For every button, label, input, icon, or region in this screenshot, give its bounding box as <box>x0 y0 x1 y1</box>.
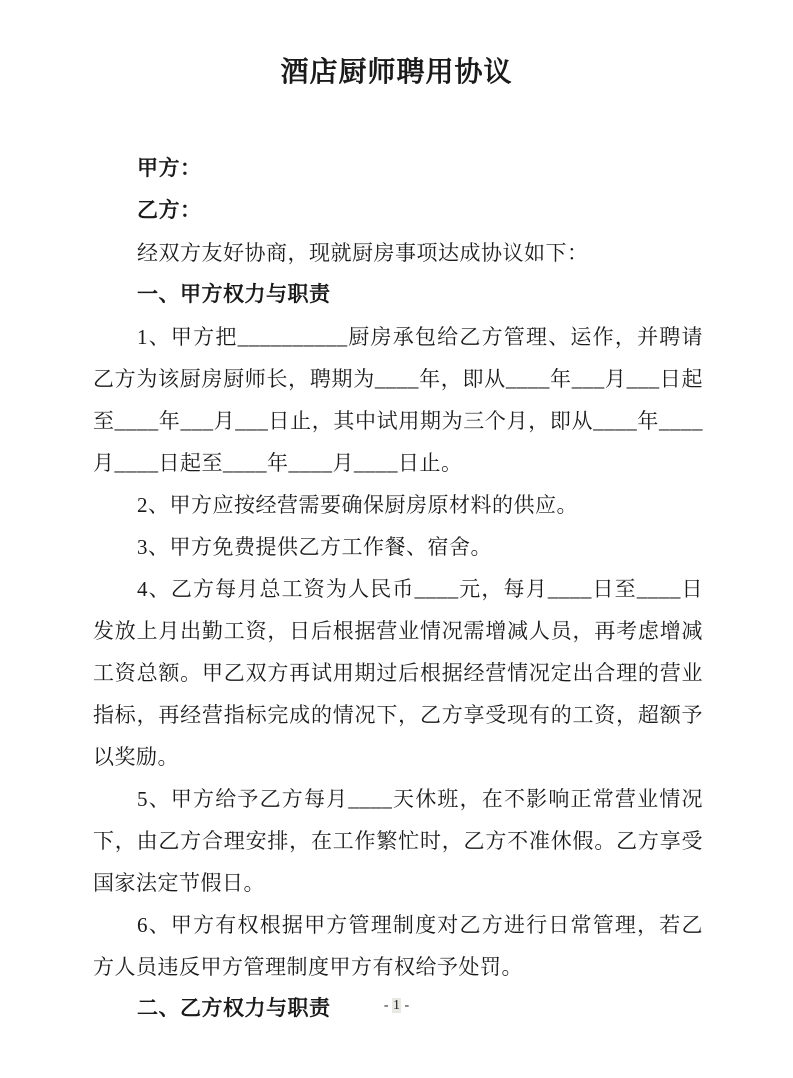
clause-6: 6、甲方有权根据甲方管理制度对乙方进行日常管理，若乙方人员违反甲方管理制度甲方有权给予处罚。 <box>93 913 703 979</box>
clause-5: 5、甲方给予乙方每月____天休班，在不影响正常营业情况下，由乙方合理安排，在工作繁忙时，乙方不准休假。乙方享受国家法定节假日。 <box>93 787 703 895</box>
clause-1: 1、甲方把__________厨房承包给乙方管理、运作，并聘请乙方为该厨房厨师长，聘期为____年，即从____年___月___日起至____年___月___日止，其中试用期为三个月，即从____年____月____日起至____年____月____日止。 <box>93 325 703 475</box>
page-number-field: 1 <box>393 998 400 1013</box>
footer-left-dash: - <box>383 998 392 1013</box>
party-a-label: 甲方： <box>137 157 202 180</box>
footer-right-dash: - <box>401 998 410 1013</box>
section-2-heading: 二、乙方权力与职责 <box>137 997 331 1020</box>
document-body <box>93 148 703 1030</box>
clause-4: 4、乙方每月总工资为人民币____元，每月____日至____日发放上月出勤工资，日后根据营业情况需增减人员，再考虑增减工资总额。甲乙双方再试用期过后根据经营情况定出合理的营业指标，再经营指标完成的情况下，乙方享受现有的工资，超额予以奖励。 <box>93 577 703 769</box>
clause-2: 2、甲方应按经营需要确保厨房原材料的供应。 <box>137 493 578 517</box>
clause-3: 3、甲方免费提供乙方工作餐、宿舍。 <box>137 535 492 559</box>
section-1-heading: 一、甲方权力与职责 <box>137 283 331 306</box>
intro-paragraph: 经双方友好协商，现就厨房事项达成协议如下： <box>137 241 589 265</box>
document-title: 酒店厨师聘用协议 <box>280 56 513 87</box>
party-b-label: 乙方： <box>137 199 202 222</box>
page-footer <box>0 996 793 1016</box>
